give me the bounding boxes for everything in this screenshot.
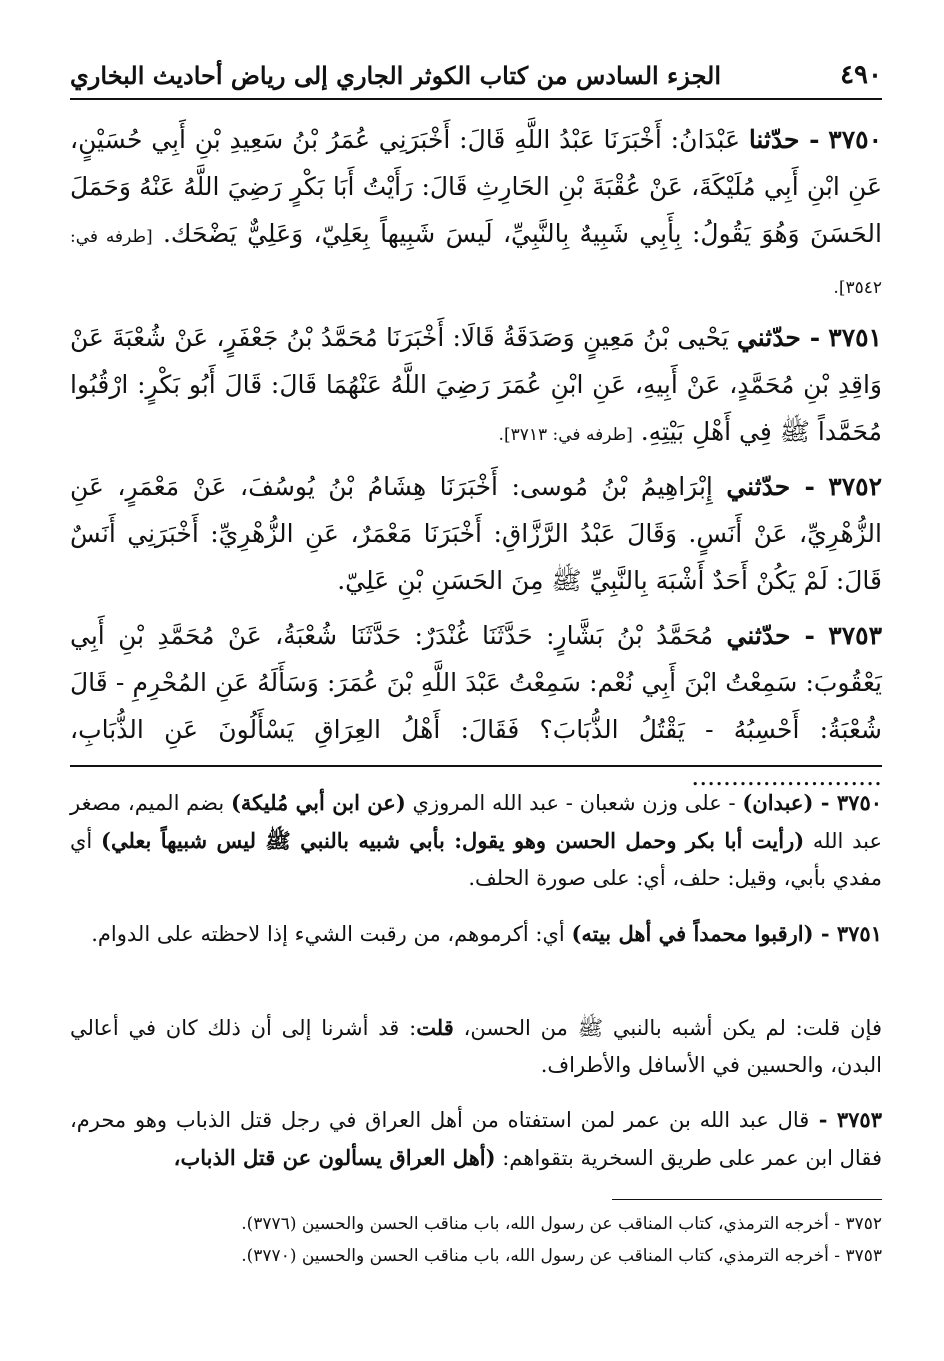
commentary-number: ٣٧٥٣ [836,1107,882,1132]
commentary-number: ٣٧٥٠ [836,790,883,815]
footnote-3752: ٣٧٥٢ - أخرجه الترمذي، كتاب المناقب عن رسول الله، باب مناقب الحسن والحسين (٣٧٧٦). [241,1214,882,1234]
hadith-number: ٣٧٥٢ [828,472,882,501]
hadith-cross-reference: [طرفه في: ٣٧١٣]. [498,425,633,445]
hadith-cross-reference: [طرفه في: ٣٥٤٢]. [70,227,882,298]
footnote-number: ٣٧٥٢ [845,1214,882,1234]
hadith-number: ٣٧٥٠ [828,125,882,154]
hadith-lead: حدّثني [736,323,801,352]
footnote-divider [612,1199,882,1200]
footnote-text: أخرجه الترمذي، كتاب المناقب عن رسول الله، باب مناقب الحسن والحسين (٣٧٧٠). [241,1246,829,1266]
running-title: الجزء السادس من كتاب الكوثر الجاري إلى رياض أحاديث البخاري [70,60,722,90]
hadith-lead: حدّثنا [748,125,800,154]
footnote-text: أخرجه الترمذي، كتاب المناقب عن رسول الله، باب مناقب الحسن والحسين (٣٧٧٦). [241,1214,829,1234]
hadith-3751: ٣٧٥١ - حدّثني يَحْيى بْنُ مَعِينٍ وَصَدَقَةُ قَالَا: أَخْبَرَنَا مُحَمَّدُ بْنُ جَعْفَرٍ، عَنْ شُعْبَةَ عَنْ وَاقِدِ بْنِ مُحَمَّدٍ، عَنْ أَبِيهِ، عَنِ ابْنِ عُمَرَ رَضِيَ اللَّهُ عَنْهُمَا قَالَ: قَالَ أَبُو بَكْرٍ: ارْقُبُوا مُحَمَّداً ﷺ فِي أَهْلِ بَيْتِهِ. [طرفه في: ٣٧١٣]. [70,323,882,446]
commentary-3751: ٣٧٥١ - (ارقبوا محمداً في أهل بيته) أي: أكرموهم، من رقبت الشيء إذا لاحظته على الدوام. [91,921,882,946]
hadith-text: عَبْدَانُ: أَخْبَرَنَا عَبْدُ اللَّهِ قَالَ: أَخْبَرَنِي عُمَرُ بْنُ سَعِيدِ بْنِ أَبِي حُسَيْنٍ، عَنِ ابْنِ أَبِي مُلَيْكَةَ، عَنْ عُقْبَةَ بْنِ الحَارِثِ قَالَ: رَأَيْتُ أَبَا بَكْرٍ رَضِيَ اللَّهُ عَنْهُ وَحَمَلَ الحَسَنَ وَهُوَ يَقُولُ: بِأَبِي شَبِيهٌ بِالنَّبِيِّ، لَيسَ شَبِيهاً بِعَلِيّ، وَعَلِيٌّ يَضْحَك. [70,125,882,248]
page-number: ٤٩٠ [840,60,882,90]
hadith-number: ٣٧٥٣ [828,621,882,650]
hadith-text: يَحْيى بْنُ مَعِينٍ وَصَدَقَةُ قَالَا: أَخْبَرَنَا مُحَمَّدُ بْنُ جَعْفَرٍ، عَنْ شُعْبَةَ عَنْ وَاقِدِ بْنِ مُحَمَّدٍ، عَنْ أَبِيهِ، عَنِ ابْنِ عُمَرَ رَضِيَ اللَّهُ عَنْهُمَا قَالَ: قَالَ أَبُو بَكْرٍ: ارْقُبُوا مُحَمَّداً ﷺ فِي أَهْلِ بَيْتِهِ. [70,323,882,446]
footnote-3753: ٣٧٥٣ - أخرجه الترمذي، كتاب المناقب عن رسول الله، باب مناقب الحسن والحسين (٣٧٧٠). [241,1246,882,1266]
main-divider [70,765,882,767]
hadith-3750: ٣٧٥٠ - حدّثنا عَبْدَانُ: أَخْبَرَنَا عَبْدُ اللَّهِ قَالَ: أَخْبَرَنِي عُمَرُ بْنُ سَعِيدِ بْنِ أَبِي حُسَيْنٍ، عَنِ ابْنِ أَبِي مُلَيْكَةَ، عَنْ عُقْبَةَ بْنِ الحَارِثِ قَالَ: رَأَيْتُ أَبَا بَكْرٍ رَضِيَ اللَّهُ عَنْهُ وَحَمَلَ الحَسَنَ وَهُوَ يَقُولُ: بِأَبِي شَبِيهٌ بِالنَّبِيِّ، لَيسَ شَبِيهاً بِعَلِيّ، وَعَلِيٌّ يَضْحَك. [طرفه في: ٣٥٤٢]. [70,125,882,298]
hadith-text: مُحَمَّدُ بْنُ بَشَّارٍ: حَدَّثَنَا غُنْدَرٌ: حَدَّثَنَا شُعْبَةُ، عَنْ مُحَمَّدِ بْنِ أَبِي يَعْقُوبَ: سَمِعْتُ ابْنَ أَبِي نُعْم: سَمِعْتُ عَبْدَ اللَّهِ بْنَ عُمَرَ: وَسَأَلَهُ عَنِ المُحْرِمِ - قَالَ شُعْبَةُ: أَحْسِبُهُ - يَقْتُلُ الذُّبَابَ؟ فَقَالَ: أَهْلُ العِرَاقِ يَسْأَلُونَ عَنِ الذُّبَابِ، ........................ [70,621,882,791]
hadith-lead: حدّثني [726,472,791,501]
hadith-3752: ٣٧٥٢ - حدّثني إِبْرَاهِيمُ بْنُ مُوسى: أَخْبَرَنَا هِشَامُ بْنُ يُوسُفَ، عَنْ مَعْمَرٍ، عَنِ الزُّهْرِيِّ، عَنْ أَنَسٍ. وَقَالَ عَبْدُ الرَّزَّاقِ: أَخْبَرَنَا مَعْمَرٌ، عَنِ الزُّهْرِيِّ: أَخْبَرَنِي أَنَسٌ قَالَ: لَمْ يَكُنْ أَحَدٌ أَشْبَهَ بِالنَّبِيِّ ﷺ مِنَ الحَسَنِ بْنِ عَلِيّ. [70,472,882,595]
hadith-text: إِبْرَاهِيمُ بْنُ مُوسى: أَخْبَرَنَا هِشَامُ بْنُ يُوسُفَ، عَنْ مَعْمَرٍ، عَنِ الزُّهْرِيِّ، عَنْ أَنَسٍ. وَقَالَ عَبْدُ الرَّزَّاقِ: أَخْبَرَنَا مَعْمَرٌ، عَنِ الزُّهْرِيِّ: أَخْبَرَنِي أَنَسٌ قَالَ: لَمْ يَكُنْ أَحَدٌ أَشْبَهَ بِالنَّبِيِّ ﷺ مِنَ الحَسَنِ بْنِ عَلِيّ. [70,472,882,595]
hadith-3753: ٣٧٥٣ - حدّثني مُحَمَّدُ بْنُ بَشَّارٍ: حَدَّثَنَا غُنْدَرٌ: حَدَّثَنَا شُعْبَةُ، عَنْ مُحَمَّدِ بْنِ أَبِي يَعْقُوبَ: سَمِعْتُ ابْنَ أَبِي نُعْم: سَمِعْتُ عَبْدَ اللَّهِ بْنَ عُمَرَ: وَسَأَلَهُ عَنِ المُحْرِمِ - قَالَ شُعْبَةُ: أَحْسِبُهُ - يَقْتُلُ الذُّبَابَ؟ فَقَالَ: أَهْلُ العِرَاقِ يَسْأَلُونَ عَنِ الذُّبَابِ، ........................ [70,621,882,791]
hadith-number: ٣٧٥١ [828,323,882,352]
commentary-question: فإن قلت: لم يكن أشبه بالنبي ﷺ من الحسن، قلت: قد أشرنا إلى أن ذلك كان في أعالي البدن، والحسين في الأسافل والأطراف. [70,1015,882,1077]
commentary-number: ٣٧٥١ [836,921,882,946]
hadith-lead: حدّثني [726,621,791,650]
commentary-3753: ٣٧٥٣ - قال عبد الله بن عمر لمن استفتاه من أهل العراق في رجل قتل الذباب وهو محرم، فقال ابن عمر على طريق السخرية بتقواهم: (أهل العراق يسألون عن قتل الذباب، [70,1107,882,1170]
page-header [70,52,882,100]
footnote-number: ٣٧٥٣ [845,1246,882,1266]
commentary-3750: ٣٧٥٠ - (عبدان) - على وزن شعبان - عبد الله المروزي (عن ابن أبي مُليكة) بضم الميم، مصغر عبد الله (رأيت أبا بكر وحمل الحسن وهو يقول: بأبي شبيه بالنبي ﷺ ليس شبيهاً بعلي) أي مفدي بأبي، وقيل: حلف، أي: على صورة الحلف. [70,790,883,890]
